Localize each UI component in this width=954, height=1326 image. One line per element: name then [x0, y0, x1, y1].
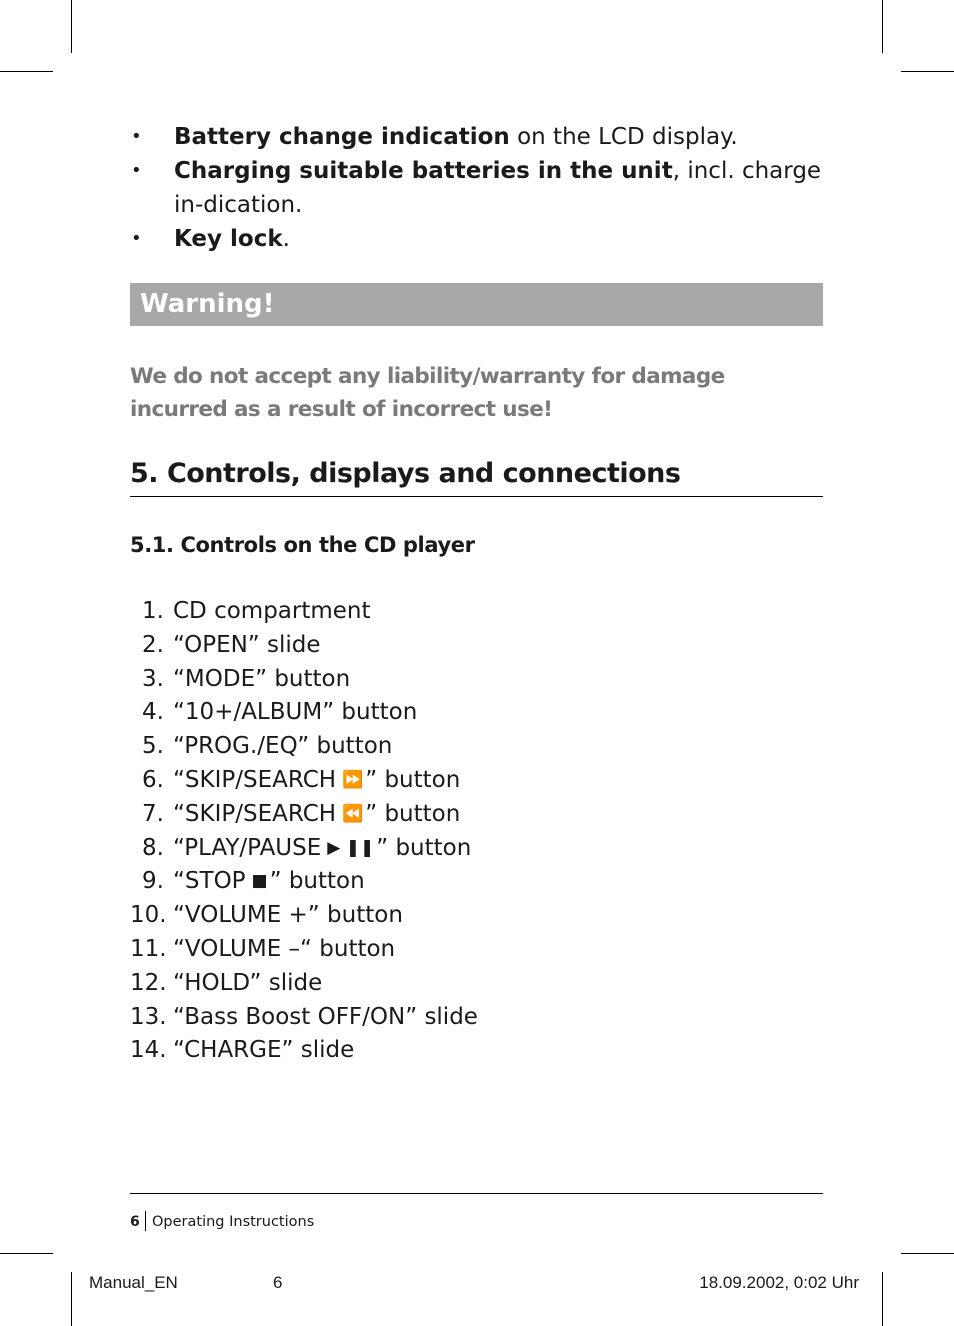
item-text: “CHARGE” slide [173, 1037, 355, 1064]
item-text-end: ” button [269, 868, 365, 895]
crop-mark [0, 71, 53, 72]
item-text: “STOP [173, 868, 246, 895]
item-text: “PROG./EQ” button [173, 733, 393, 760]
list-item [130, 595, 820, 629]
item-number: 3. [142, 665, 164, 692]
feature-rest: . [282, 226, 290, 252]
item-number: 4. [142, 699, 164, 726]
footer-label: Operating Instructions [152, 1214, 315, 1230]
footer-rule [130, 1193, 823, 1194]
feature-rest: , incl. charge in-dication. [174, 158, 822, 218]
slug-filename: Manual_EN [89, 1273, 178, 1292]
slug-page: 6 [273, 1273, 283, 1292]
subsection-heading: 5.1. Controls on the CD player [130, 533, 475, 557]
stop-icon: ■ [251, 871, 268, 892]
section-heading: 5. Controls, displays and connections [130, 458, 681, 489]
rewind-icon: ⏪ [342, 803, 364, 824]
list-item [130, 899, 820, 933]
bullet-mark: • [131, 160, 142, 181]
list-item [130, 1034, 820, 1068]
controls-list [130, 595, 820, 1068]
feature-bold: Key lock [174, 226, 283, 252]
item-number: 11. [130, 935, 167, 962]
list-item [130, 967, 820, 1001]
item-number: 13. [130, 1003, 167, 1030]
item-text-end: ” button [376, 834, 472, 861]
crop-mark [882, 0, 883, 53]
item-text: “VOLUME –“ button [173, 935, 396, 962]
play-pause-icon: ▶ ❚❚ [327, 837, 375, 858]
bullet-mark: • [131, 228, 142, 249]
crop-mark [901, 71, 954, 72]
feature-text [174, 222, 825, 256]
feature-item [130, 222, 830, 256]
item-number: 6. [142, 766, 164, 793]
item-text: “MODE” button [173, 665, 351, 692]
item-text-end: ” button [365, 766, 461, 793]
list-item [130, 629, 820, 663]
item-number: 12. [130, 969, 167, 996]
item-text: “OPEN” slide [173, 631, 321, 658]
item-text: “PLAY/PAUSE [173, 834, 322, 861]
item-text: “SKIP/SEARCH [173, 766, 337, 793]
slug-timestamp: 18.09.2002, 0:02 Uhr [699, 1273, 859, 1292]
item-text: “Bass Boost OFF/ON” slide [173, 1003, 478, 1030]
footer-separator [145, 1211, 146, 1231]
warning-title: Warning! [140, 289, 275, 319]
feature-bold: Charging suitable batteries in the unit [174, 158, 673, 184]
crop-mark [0, 1253, 53, 1254]
item-text: “SKIP/SEARCH [173, 800, 337, 827]
item-number: 7. [142, 800, 164, 827]
list-item [130, 663, 820, 697]
list-item [130, 1001, 820, 1035]
item-text-end: ” button [365, 800, 461, 827]
list-item [130, 865, 820, 899]
feature-item [130, 154, 830, 222]
list-item [130, 832, 820, 866]
feature-rest: on the LCD display. [509, 124, 738, 150]
page-number: 6 [130, 1214, 140, 1230]
heading-rule [130, 496, 823, 497]
list-item [130, 696, 820, 730]
item-number: 10. [130, 902, 167, 929]
warning-text: We do not accept any liability/warranty for damage incurred as a result of incorrect use! [130, 364, 725, 422]
bullet-mark: • [131, 126, 142, 147]
list-item [130, 798, 820, 832]
list-item [130, 933, 820, 967]
item-number: 2. [142, 631, 164, 658]
item-text: “HOLD” slide [173, 969, 323, 996]
crop-mark [901, 1253, 954, 1254]
item-text: “10+/ALBUM” button [173, 699, 418, 726]
feature-list [130, 120, 830, 256]
item-number: 5. [142, 733, 164, 760]
item-text: “VOLUME +” button [173, 902, 403, 929]
item-number: 9. [142, 868, 164, 895]
crop-mark [71, 0, 72, 53]
list-item [130, 730, 820, 764]
item-number: 8. [142, 834, 164, 861]
item-number: 1. [142, 598, 164, 624]
feature-text [174, 120, 825, 154]
feature-text [174, 154, 825, 222]
item-text: CD compartment [173, 598, 371, 624]
crop-mark [71, 1272, 72, 1326]
feature-item [130, 120, 830, 154]
feature-bold: Battery change indication [174, 124, 510, 150]
item-number: 14. [130, 1037, 167, 1064]
list-item [130, 764, 820, 798]
crop-mark [882, 1272, 883, 1326]
fast-forward-icon: ⏩ [342, 769, 364, 790]
warning-banner [130, 283, 823, 326]
